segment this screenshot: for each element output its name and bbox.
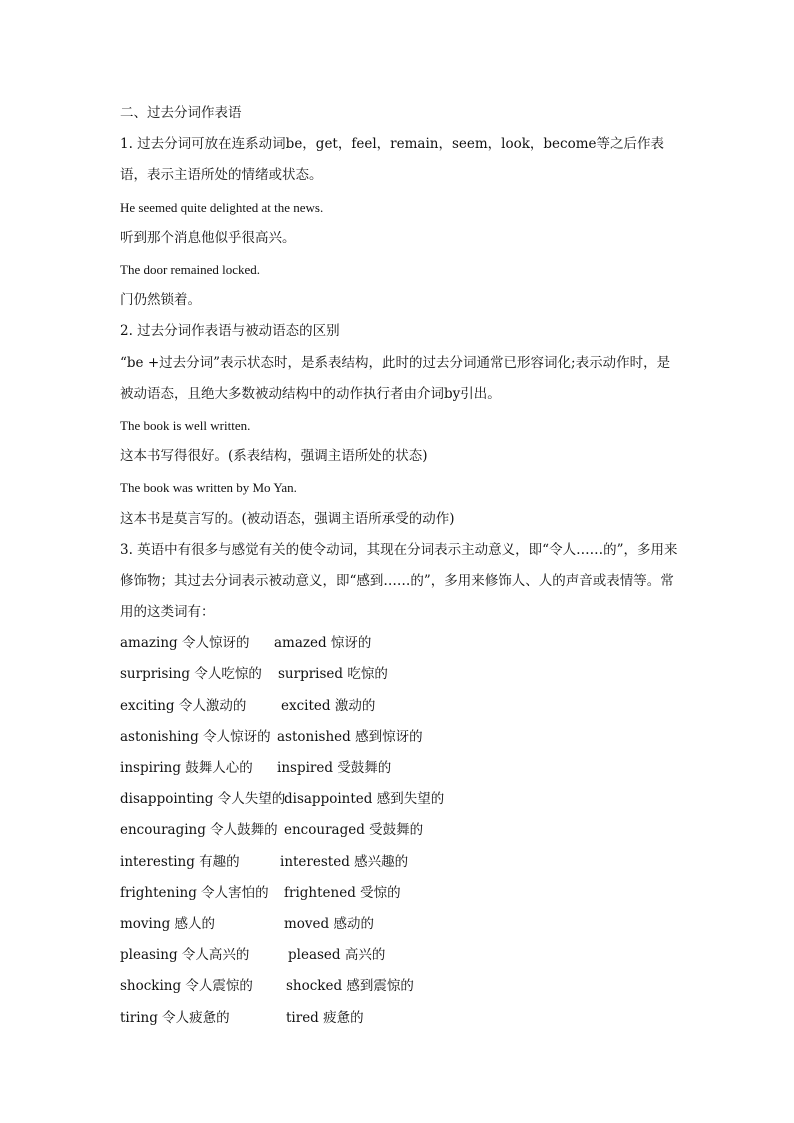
vocab-row: [120, 878, 680, 909]
point-1-text: 1. 过去分词可放在连系动词be，get，feel，remain，seem，look，become等之后作表语，表示主语所处的情绪或状态。: [120, 136, 665, 184]
example-4-en: The book was written by Mo Yan.: [120, 480, 297, 496]
vocab-present-participle: astonishing 令人惊讶的: [120, 728, 271, 745]
vocab-present-participle: amazing 令人惊讶的: [120, 635, 250, 652]
vocab-past-participle: tired 疲惫的: [286, 1009, 364, 1026]
example-1-en: He seemed quite delighted at the news.: [120, 199, 324, 215]
vocab-past-participle: inspired 受鼓舞的: [277, 760, 392, 777]
vocab-past-participle: interested 感兴趣的: [280, 853, 409, 870]
vocab-present-participle: surprising 令人吃惊的: [120, 666, 262, 683]
vocab-row: [120, 909, 680, 940]
example-3-zh: 这本书写得很好。(系表结构，强调主语所处的状态): [120, 448, 428, 465]
vocab-present-participle: tiring 令人疲惫的: [120, 1009, 230, 1026]
vocab-row: [120, 753, 680, 784]
vocab-present-participle: encouraging 令人鼓舞的: [120, 822, 278, 839]
vocab-past-participle: surprised 吃惊的: [278, 666, 388, 683]
vocab-present-participle: exciting 令人激动的: [120, 697, 247, 714]
vocab-past-participle: amazed 惊讶的: [274, 635, 372, 652]
vocab-row: [120, 847, 680, 878]
section-title: 二、过去分词作表语: [120, 105, 242, 121]
vocab-past-participle: encouraged 受鼓舞的: [284, 822, 424, 839]
vocab-row: [120, 659, 680, 690]
vocab-past-participle: moved 感动的: [284, 915, 374, 932]
example-3-en: The book is well written.: [120, 417, 251, 433]
vocab-row: [120, 971, 680, 1002]
example-4-zh: 这本书是莫言写的。(被动语态，强调主语所承受的动作): [120, 510, 455, 527]
vocab-row: [120, 784, 680, 815]
document-content: [120, 98, 680, 1034]
vocab-present-participle: disappointing 令人失望的: [120, 791, 286, 808]
vocab-past-participle: astonished 感到惊讶的: [277, 728, 423, 745]
vocab-row: [120, 628, 680, 659]
point-2-text: “be +过去分词”表示状态时，是系表结构，此时的过去分词通常已形容词化;表示动作时，是被动语态，且绝大多数被动结构中的动作执行者由介词by引出。: [120, 354, 671, 402]
vocab-present-participle: shocking 令人震惊的: [120, 978, 253, 995]
vocab-row: [120, 722, 680, 753]
vocab-row: [120, 691, 680, 722]
vocab-past-participle: shocked 感到震惊的: [286, 978, 414, 995]
example-2-en: The door remained locked.: [120, 261, 261, 277]
vocab-past-participle: frightened 受惊的: [284, 884, 401, 901]
vocab-past-participle: excited 激动的: [281, 697, 376, 714]
vocab-list: [120, 628, 680, 1033]
vocab-row: [120, 1003, 680, 1034]
example-1-zh: 听到那个消息他似乎很高兴。: [120, 229, 296, 246]
vocab-row: [120, 815, 680, 846]
vocab-present-participle: frightening 令人害怕的: [120, 884, 269, 901]
point-2-title: 2. 过去分词作表语与被动语态的区别: [120, 323, 340, 340]
vocab-present-participle: inspiring 鼓舞人心的: [120, 760, 253, 777]
vocab-present-participle: interesting 有趣的: [120, 853, 240, 870]
vocab-past-participle: pleased 高兴的: [288, 947, 386, 964]
point-3-text: 3. 英语中有很多与感觉有关的使令动词，其现在分词表示主动意义，即“令人……的”，多用来修饰物；其过去分词表示被动意义，即“感到……的”，多用来修饰人、人的声音或表情等。常用的这类词有：: [120, 541, 678, 621]
vocab-row: [120, 940, 680, 971]
vocab-present-participle: moving 感人的: [120, 915, 216, 932]
vocab-past-participle: disappointed 感到失望的: [284, 791, 445, 808]
example-2-zh: 门仍然锁着。: [120, 292, 201, 309]
vocab-present-participle: pleasing 令人高兴的: [120, 947, 250, 964]
